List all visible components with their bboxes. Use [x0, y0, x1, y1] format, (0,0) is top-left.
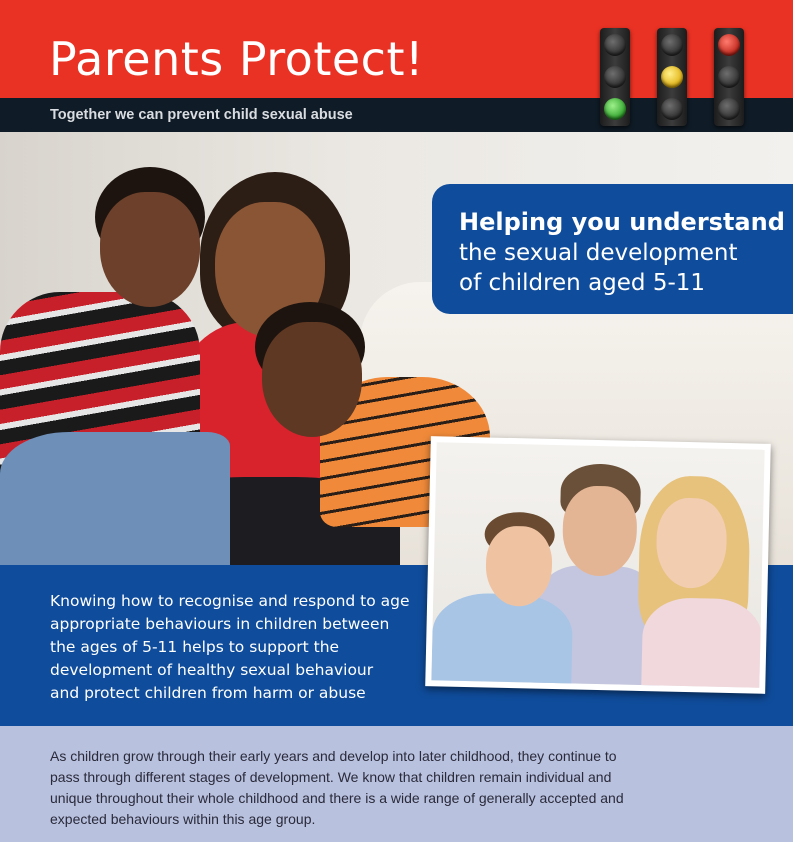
traffic-light-amber-icon [657, 28, 687, 126]
intro-text-line: and protect children from harm or abuse [50, 684, 366, 702]
body-text-line: unique throughout their whole childhood and there is a wide range of generally accepted and [50, 790, 624, 806]
intro-text-line: development of healthy sexual behaviour [50, 661, 374, 679]
traffic-light-green-icon [600, 28, 630, 126]
intro-text-line: appropriate behaviours in children between [50, 615, 390, 633]
headline-line: of children aged 5-11 [459, 270, 706, 296]
intro-text-line: Knowing how to recognise and respond to age [50, 592, 410, 610]
headline-line: the sexual development [459, 240, 738, 266]
intro-text-line: the ages of 5-11 helps to support the [50, 638, 340, 656]
green-lamp-icon [604, 98, 626, 120]
lamp-icon [718, 98, 740, 120]
boy-left-legs [0, 432, 230, 565]
body-text-line: pass through different stages of development. We know that children remain individual and [50, 769, 612, 785]
body-text-line: expected behaviours within this age group. [50, 811, 316, 827]
boy-right-face [262, 322, 362, 437]
inset-photo-background [431, 442, 764, 687]
red-lamp-icon [718, 34, 740, 56]
girl-body [641, 597, 763, 688]
father-children-photo [425, 436, 771, 694]
body-text-line: As children grow through their early years and develop into later childhood, they continue to [50, 748, 617, 764]
boy-body [431, 592, 573, 687]
lamp-icon [718, 66, 740, 88]
lamp-icon [604, 66, 626, 88]
lamp-icon [604, 34, 626, 56]
lamp-icon [661, 34, 683, 56]
boy-left-face [100, 192, 200, 307]
tagline: Together we can prevent child sexual abuse [50, 107, 353, 123]
father-face [562, 485, 638, 577]
page-title: Parents Protect! [49, 32, 424, 86]
headline-bold: Helping you understand [459, 208, 785, 236]
lamp-icon [661, 98, 683, 120]
amber-lamp-icon [661, 66, 683, 88]
traffic-light-red-icon [714, 28, 744, 126]
